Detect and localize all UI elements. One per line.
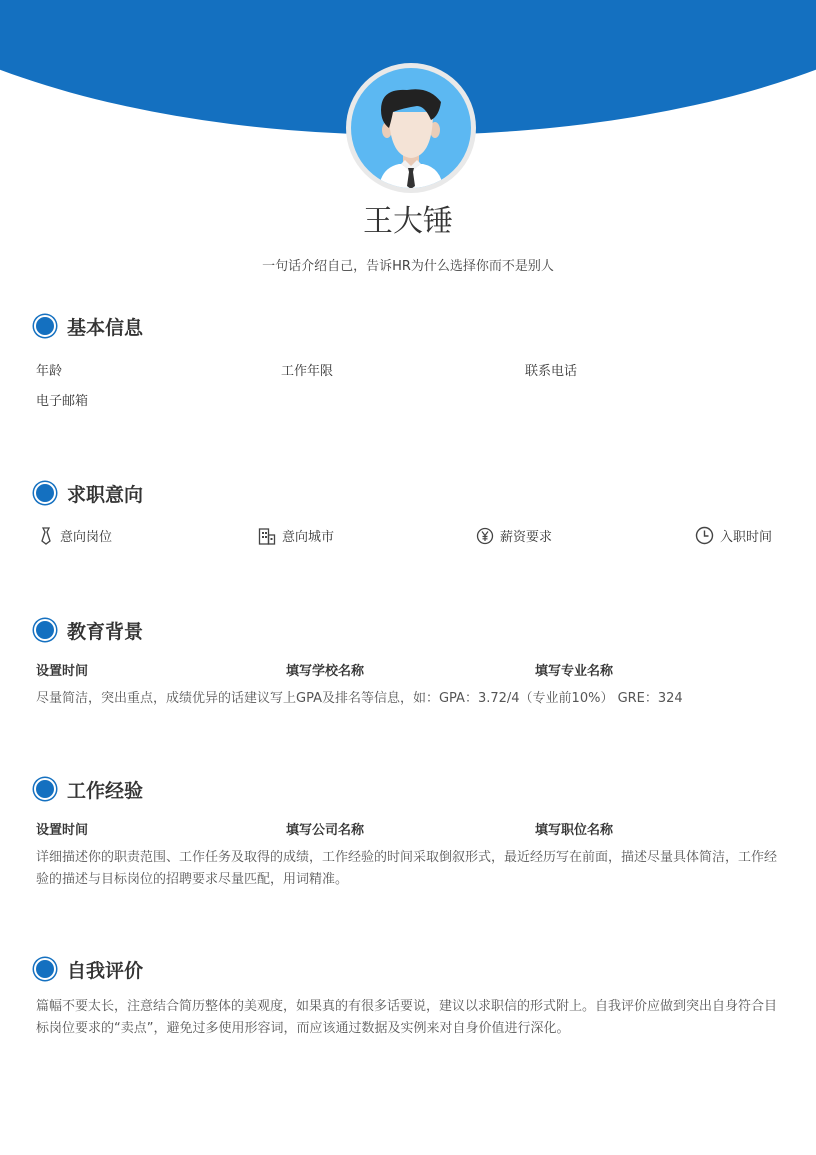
- education-major: 填写专业名称: [535, 664, 614, 679]
- section-title-text: 教育背景: [67, 620, 144, 643]
- intent-start-date: [695, 526, 772, 545]
- tie-icon: [38, 527, 54, 545]
- intent-city: [258, 526, 334, 545]
- avatar-image: [351, 68, 471, 188]
- field-email: 电子邮箱: [36, 394, 89, 409]
- avatar: [346, 63, 476, 193]
- section-title-text: 自我评价: [67, 959, 144, 982]
- section-bullet-icon: [34, 778, 56, 800]
- section-bullet-icon: [34, 315, 56, 337]
- section-title-basic-info: [34, 313, 143, 339]
- work-position: 填写职位名称: [535, 823, 614, 838]
- section-bullet-icon: [34, 482, 56, 504]
- building-icon: [258, 527, 276, 545]
- section-title-text: 求职意向: [67, 483, 144, 506]
- section-title-education: [34, 617, 143, 643]
- clock-icon: [695, 526, 714, 545]
- intent-position: [38, 526, 112, 545]
- work-description: 详细描述你的职责范围、工作任务及取得的成绩，工作经验的时间采取倒叙形式，最近经历写在前面，描述尽量具体简洁，工作经验的描述与目标岗位的招聘要求尽量匹配，用词精准。: [36, 850, 778, 887]
- education-description: 尽量简洁，突出重点，成绩优异的话建议写上GPA及排名等信息，如：GPA：3.72/4（专业前10%） GRE：324: [36, 691, 683, 706]
- intent-start-date-label: 入职时间: [720, 530, 773, 545]
- intent-city-label: 意向城市: [282, 530, 335, 545]
- education-time: 设置时间: [36, 664, 89, 679]
- yen-icon: [476, 527, 494, 545]
- self-eval-description: 篇幅不要太长，注意结合简历整体的美观度，如果真的有很多话要说，建议以求职信的形式附上。自我评价应做到突出自身符合目标岗位要求的“卖点”，避免过多使用形容词，而应该通过数据及实例来对自身价值进行深化。: [36, 999, 778, 1036]
- candidate-name: 王大锤: [363, 204, 453, 239]
- section-title-self-eval: [34, 956, 143, 982]
- intent-salary-label: 薪资要求: [500, 530, 553, 545]
- section-bullet-icon: [34, 958, 56, 980]
- education-school: 填写学校名称: [286, 664, 365, 679]
- section-title-job-intent: [34, 480, 143, 506]
- intent-salary: [476, 526, 552, 545]
- field-phone: 联系电话: [525, 364, 578, 379]
- section-title-text: 工作经验: [67, 779, 144, 802]
- tagline: 一句话介绍自己，告诉HR为什么选择你而不是别人: [262, 259, 554, 274]
- field-age: 年龄: [36, 364, 63, 379]
- field-work-years: 工作年限: [281, 364, 334, 379]
- work-company: 填写公司名称: [286, 823, 365, 838]
- section-title-work: [34, 776, 143, 802]
- work-time: 设置时间: [36, 823, 89, 838]
- section-title-text: 基本信息: [67, 316, 144, 339]
- section-bullet-icon: [34, 619, 56, 641]
- intent-position-label: 意向岗位: [60, 530, 113, 545]
